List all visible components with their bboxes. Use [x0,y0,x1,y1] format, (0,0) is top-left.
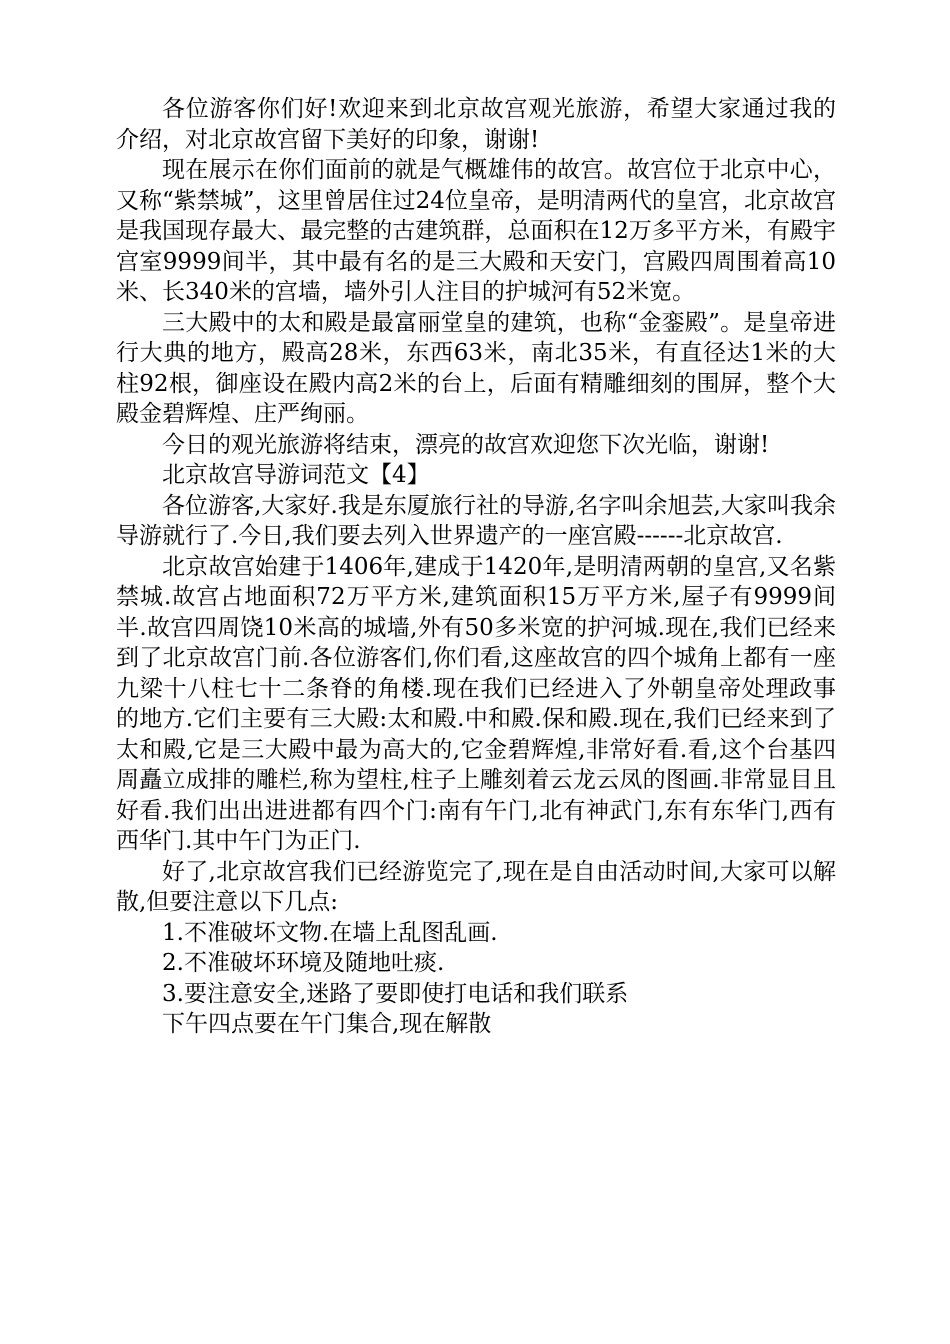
paragraph-farewell: 今日的观光旅游将结束，漂亮的故宫欢迎您下次光临，谢谢! [162,431,770,458]
rule-item-2: 2.不准破坏环境及随地吐痰. [162,950,445,976]
paragraph-free-time: 好了,北京故宫我们已经游览完了,现在是自由活动时间,大家可以解散,但要注意以下几点: [116,858,836,915]
paragraph-guide-intro: 各位游客,大家好.我是东厦旅行社的导游,名字叫余旭芸,大家叫我余导游就行了.今日,我们要去列入世界遗产的一座宫殿------北京故宫. [116,492,836,549]
paragraph-welcome: 各位游客你们好!欢迎来到北京故宫观光旅游，希望大家通过我的介绍，对北京故宫留下美好的印象，谢谢! [116,96,836,153]
paragraph-taihe-hall: 三大殿中的太和殿是最富丽堂皇的建筑，也称“金銮殿”。是皇帝进行大典的地方，殿高28米，东西63米，南北35米，有直径达1米的大柱92根，御座设在殿内高2米的台上，后面有精雕细刻的围屏，整个大殿金碧辉煌、庄严绚丽。 [116,309,836,427]
paragraph-palace-history: 北京故宫始建于1406年,建成于1420年,是明清两朝的皇宫,又名紫禁城.故宫占地面积72万平方米,建筑面积15万平方米,屋子有9999间半.故宫四周饶10米高的城墙,外有50多米宽的护河城.现在,我们已经来到了北京故宫门前.各位游客们,你们看,这座故宫的四个城角上都有一座九梁十八柱七十二条脊的角楼.现在我们已经进入了外朝皇帝处理政事的地方.它们主要有三大殿:太和殿.中和殿.保和殿.现在,我们已经来到了太和殿,它是三大殿中最为高大的,它金碧辉煌,非常好看.看,这个台基四周矗立成排的雕栏,称为望柱,柱子上雕刻着云龙云凤的图画.非常显目且好看.我们出出进进都有四个门:南有午门,北有神武门,东有东华门,西有西华门.其中午门为正门. [116,553,836,854]
rule-item-3: 3.要注意安全,迷路了要即使打电话和我们联系 [162,980,629,1007]
paragraph-overview: 现在展示在你们面前的就是气概雄伟的故宫。故宫位于北京中心，又称“紫禁城”，这里曾居住过24位皇帝，是明清两代的皇宫，北京故宫是我国现存最大、最完整的古建筑群，总面积在12万多平方米，有殿宇宫室9999间半，其中最有名的是三大殿和天安门，宫殿四周围着高10米、长340米的宫墙，墙外引人注目的护城河有52米宽。 [116,157,836,305]
closing-line: 下午四点要在午门集合,现在解散 [162,1011,492,1037]
rule-item-1: 1.不准破坏文物.在墙上乱图乱画. [162,919,498,946]
document-page [116,94,836,1040]
section-title: 北京故宫导游词范文【4】 [162,462,430,488]
